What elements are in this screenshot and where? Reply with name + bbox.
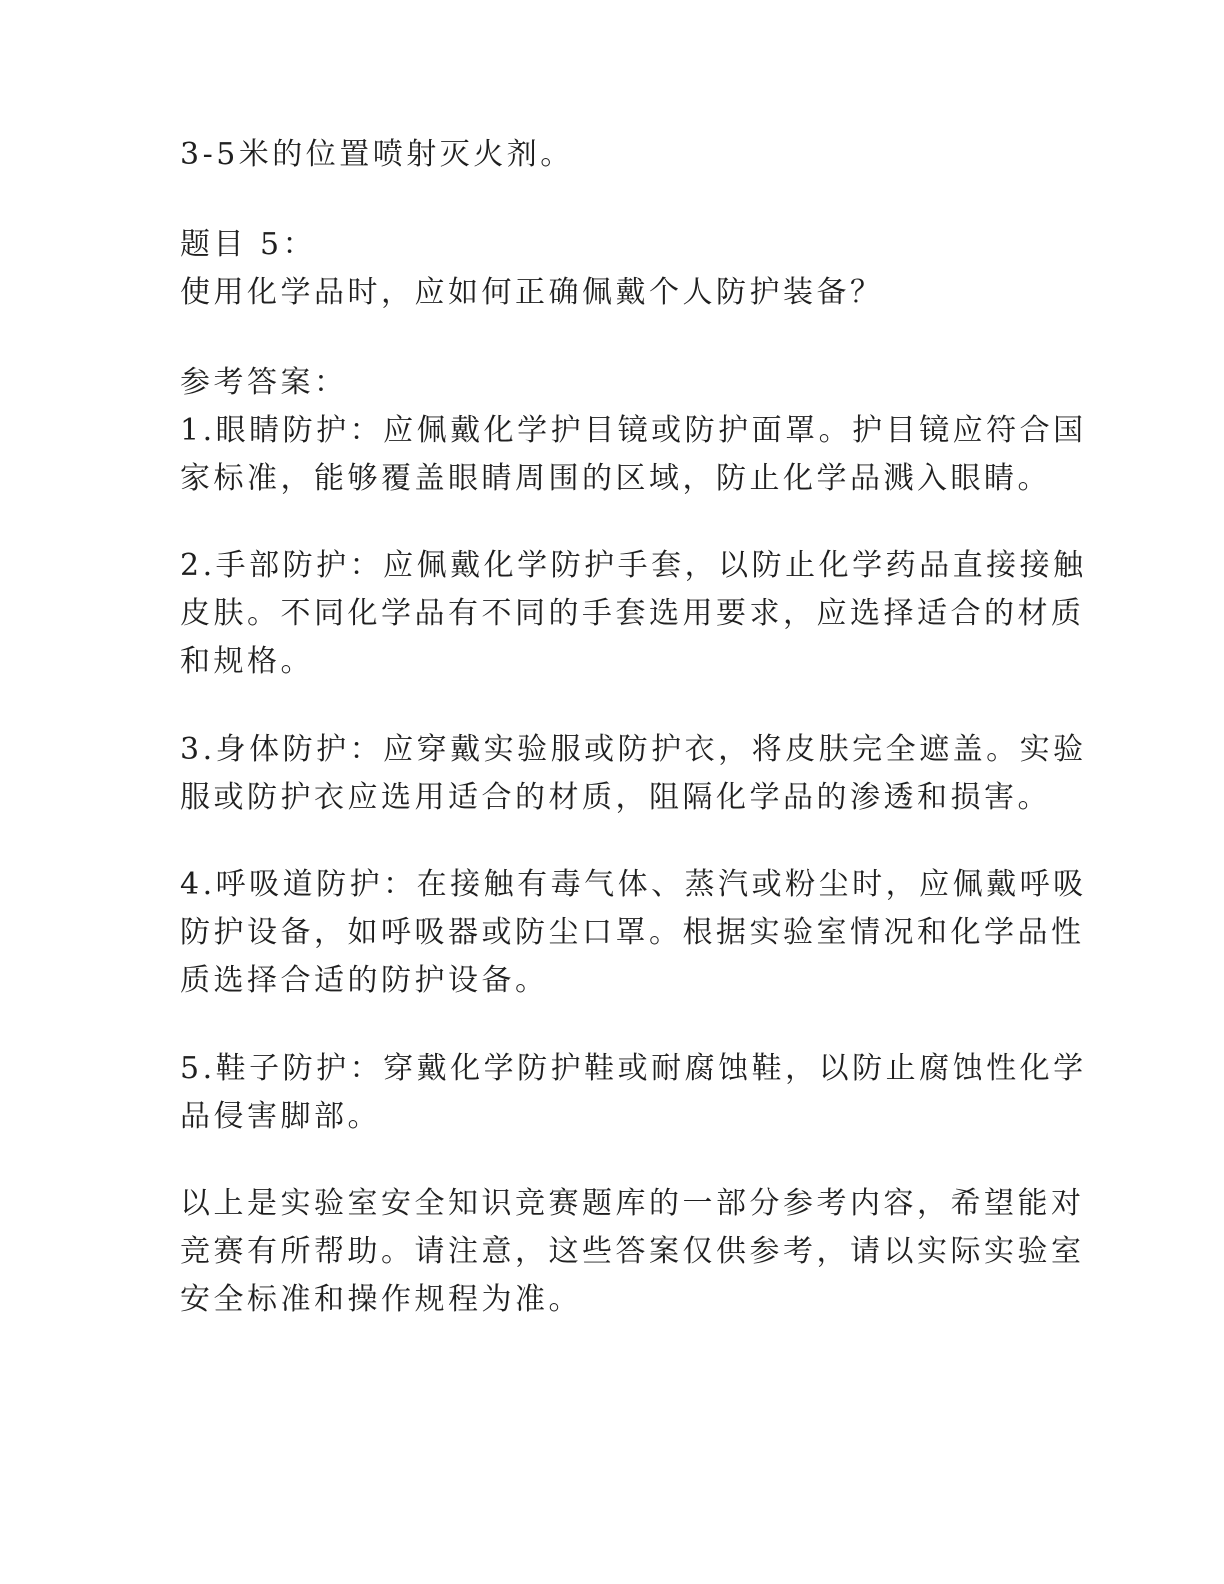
- text-line: 竞赛有所帮助。请注意，这些答案仅供参考，请以实际实验室: [180, 1234, 1085, 1269]
- text-line: 皮肤。不同化学品有不同的手套选用要求，应选择适合的材质: [180, 596, 1085, 631]
- text-line: 3-5米的位置喷射灭火剂。: [180, 137, 574, 172]
- text-line: 品侵害脚部。: [180, 1099, 381, 1134]
- text-line: 4.呼吸道防护：在接触有毒气体、蒸汽或粉尘时，应佩戴呼吸: [180, 867, 1087, 902]
- document-page: [180, 0, 1087, 1584]
- text-line: 以上是实验室安全知识竞赛题库的一部分参考内容，希望能对: [180, 1186, 1085, 1221]
- text-line: 1.眼睛防护：应佩戴化学护目镜或防护面罩。护目镜应符合国: [180, 413, 1087, 448]
- text-line: 5.鞋子防护：穿戴化学防护鞋或耐腐蚀鞋，以防止腐蚀性化学: [180, 1051, 1087, 1086]
- text-line: 和规格。: [180, 644, 314, 679]
- text-line: 安全标准和操作规程为准。: [180, 1282, 582, 1317]
- text-line: 家标准，能够覆盖眼睛周围的区域，防止化学品溅入眼睛。: [180, 461, 1051, 496]
- text-line: 服或防护衣应选用适合的材质，阻隔化学品的渗透和损害。: [180, 780, 1051, 815]
- text-line: 防护设备，如呼吸器或防尘口罩。根据实验室情况和化学品性: [180, 915, 1085, 950]
- question-heading: 题目 5：: [180, 227, 317, 262]
- answer-heading: 参考答案：: [180, 365, 348, 400]
- text-line: 3.身体防护：应穿戴实验服或防护衣，将皮肤完全遮盖。实验: [180, 732, 1087, 767]
- text-line: 2.手部防护：应佩戴化学防护手套，以防止化学药品直接接触: [180, 548, 1087, 583]
- question-text: 使用化学品时，应如何正确佩戴个人防护装备？: [180, 275, 884, 310]
- text-line: 质选择合适的防护设备。: [180, 963, 549, 998]
